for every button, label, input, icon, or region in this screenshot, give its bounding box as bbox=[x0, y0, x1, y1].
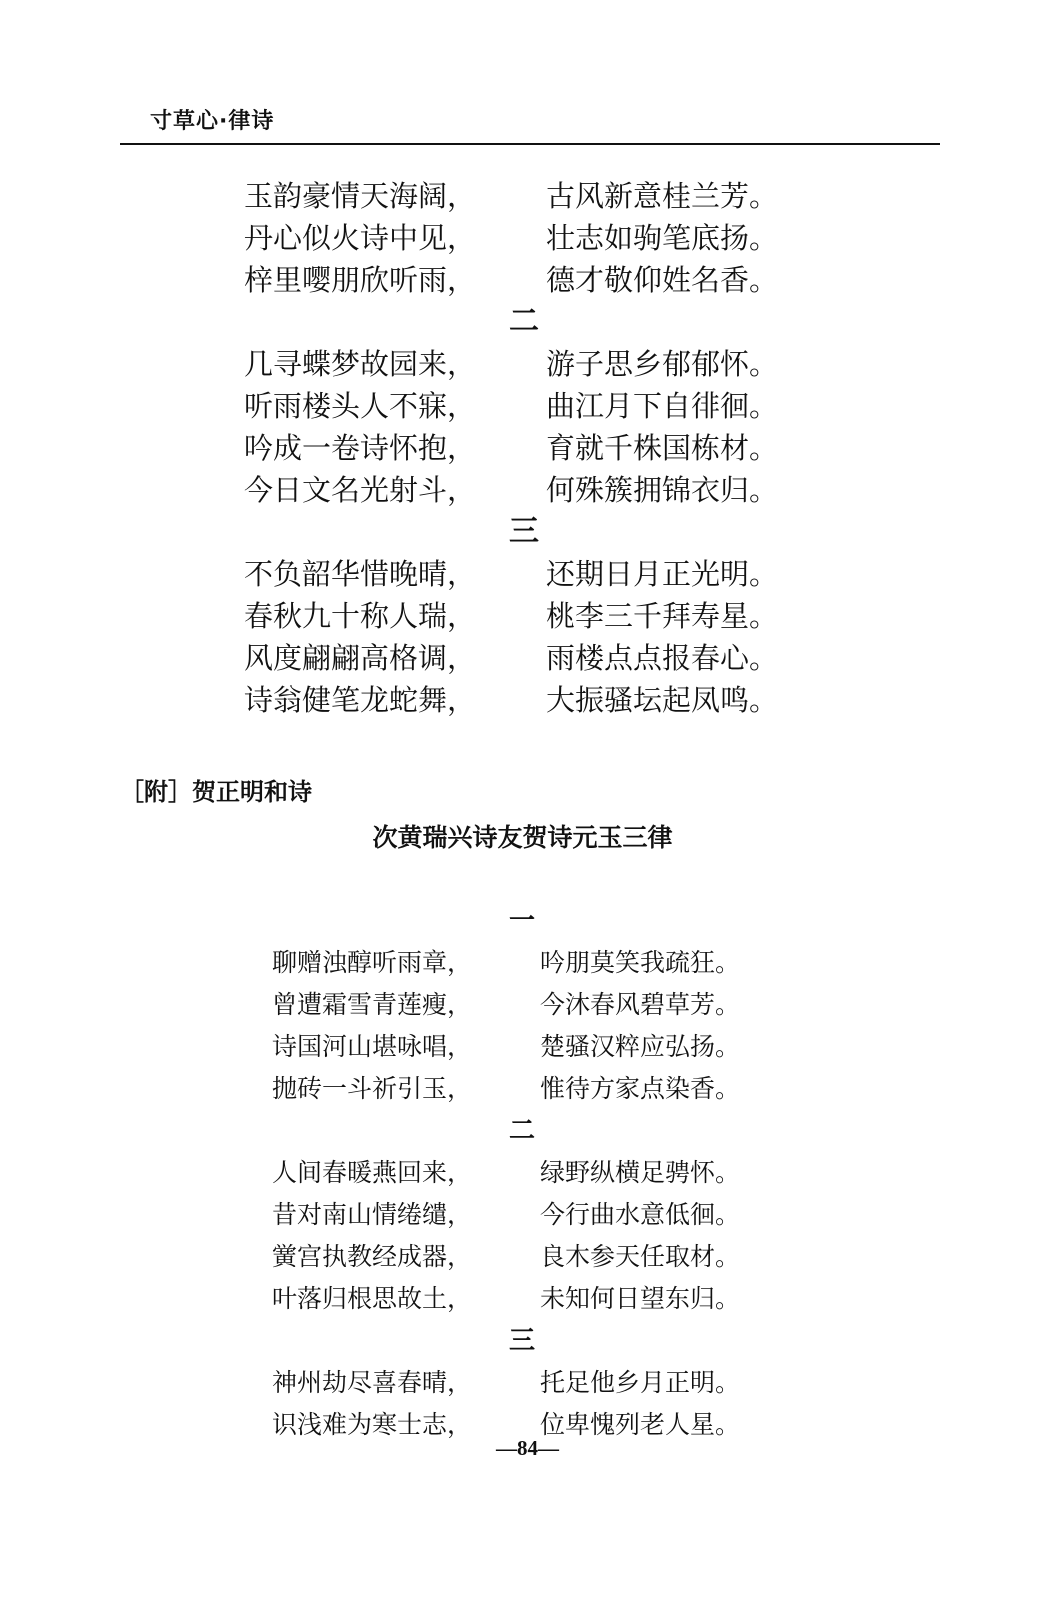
appendix-title-text: 次黄瑞兴诗友贺诗元玉三律 bbox=[372, 823, 673, 852]
first-half-line: 风度翩翩高格调， bbox=[244, 641, 477, 675]
second-half-line: 古风新意桂兰芳。 bbox=[546, 179, 779, 213]
first-half-line: 丹心似火诗中见， bbox=[244, 221, 477, 255]
poem-line bbox=[272, 1068, 772, 1110]
poem-line bbox=[244, 427, 804, 469]
first-half-line: 几寻蝶梦故园来， bbox=[244, 347, 477, 381]
poem-line bbox=[244, 469, 804, 511]
poem-line bbox=[244, 259, 804, 301]
poem-line bbox=[244, 637, 804, 679]
running-head: 寸草心·律诗 bbox=[150, 109, 275, 134]
section-number: 二 bbox=[508, 1116, 535, 1146]
section-number: 三 bbox=[508, 1326, 535, 1356]
second-half-line: 绿野纵横足骋怀。 bbox=[540, 1158, 741, 1187]
second-half-line: 托足他乡月正明。 bbox=[540, 1368, 741, 1397]
first-half-line: 不负韶华惜晚晴， bbox=[244, 557, 477, 591]
poem-line bbox=[244, 175, 804, 217]
second-half-line: 良木参天任取材。 bbox=[540, 1242, 741, 1271]
poem-line bbox=[244, 679, 804, 721]
poem-line bbox=[244, 553, 804, 595]
section-number: 二 bbox=[509, 304, 539, 339]
second-half-line: 未知何日望东归。 bbox=[540, 1284, 741, 1313]
first-half-line: 识浅难为寒士志， bbox=[272, 1410, 473, 1439]
poem-line bbox=[244, 385, 804, 427]
second-half-line: 还期日月正光明。 bbox=[546, 557, 779, 591]
first-half-line: 神州劫尽喜春晴， bbox=[272, 1368, 473, 1397]
first-half-line: 人间春暖燕回来， bbox=[272, 1158, 473, 1187]
second-half-line: 德才敬仰姓名香。 bbox=[546, 263, 779, 297]
first-half-line: 诗国河山堪咏唱， bbox=[272, 1032, 473, 1061]
poem-line bbox=[272, 1236, 772, 1278]
poem-line bbox=[244, 343, 804, 385]
second-half-line: 惟待方家点染香。 bbox=[540, 1074, 741, 1103]
first-half-line: 聊赠浊醇听雨章， bbox=[272, 948, 473, 977]
second-half-line: 今行曲水意低徊。 bbox=[540, 1200, 741, 1229]
poem-line bbox=[272, 1026, 772, 1068]
second-half-line: 今沐春风碧草芳。 bbox=[540, 990, 741, 1019]
first-half-line: 黉宫执教经成器， bbox=[272, 1242, 473, 1271]
header-rule bbox=[120, 143, 940, 145]
page-number: —84— bbox=[496, 1436, 559, 1460]
poem-line bbox=[272, 1362, 772, 1404]
first-half-line: 玉韵豪情天海阔， bbox=[244, 179, 477, 213]
second-half-line: 曲江月下自徘徊。 bbox=[546, 389, 779, 423]
section-number: 一 bbox=[508, 906, 535, 936]
first-half-line: 梓里嘤朋欣听雨， bbox=[244, 263, 477, 297]
second-half-line: 何殊簇拥锦衣归。 bbox=[546, 473, 779, 507]
poem-line bbox=[272, 1152, 772, 1194]
poem-line bbox=[244, 217, 804, 259]
second-half-line: 壮志如驹笔底扬。 bbox=[546, 221, 779, 255]
first-half-line: 叶落归根思故土， bbox=[272, 1284, 473, 1313]
second-half-line: 育就千株国栋材。 bbox=[546, 431, 779, 465]
second-half-line: 桃李三千拜寿星。 bbox=[546, 599, 779, 633]
first-half-line: 诗翁健笔龙蛇舞， bbox=[244, 683, 477, 717]
poem-line bbox=[272, 942, 772, 984]
second-half-line: 楚骚汉粹应弘扬。 bbox=[540, 1032, 741, 1061]
poem-line bbox=[272, 1278, 772, 1320]
first-half-line: 春秋九十称人瑞， bbox=[244, 599, 477, 633]
first-half-line: 吟成一卷诗怀抱， bbox=[244, 431, 477, 465]
appendix-heading: ［附］贺正明和诗 bbox=[120, 778, 312, 806]
second-half-line: 大振骚坛起凤鸣。 bbox=[546, 683, 779, 717]
poem-main bbox=[244, 175, 804, 721]
poem-line bbox=[272, 1194, 772, 1236]
first-half-line: 抛砖一斗祈引玉， bbox=[272, 1074, 473, 1103]
poem-line bbox=[272, 984, 772, 1026]
second-half-line: 游子思乡郁郁怀。 bbox=[546, 347, 779, 381]
first-half-line: 今日文名光射斗， bbox=[244, 473, 477, 507]
first-half-line: 曾遭霜雪青莲瘦， bbox=[272, 990, 473, 1019]
second-half-line: 雨楼点点报春心。 bbox=[546, 641, 779, 675]
first-half-line: 昔对南山情绻缱， bbox=[272, 1200, 473, 1229]
first-half-line: 听雨楼头人不寐， bbox=[244, 389, 477, 423]
section-number: 三 bbox=[509, 514, 539, 549]
poem-line bbox=[244, 595, 804, 637]
second-half-line: 位卑愧列老人星。 bbox=[540, 1410, 741, 1439]
second-half-line: 吟朋莫笑我疏狂。 bbox=[540, 948, 741, 977]
appendix-title bbox=[0, 818, 1055, 854]
poem-appendix bbox=[272, 900, 772, 1446]
